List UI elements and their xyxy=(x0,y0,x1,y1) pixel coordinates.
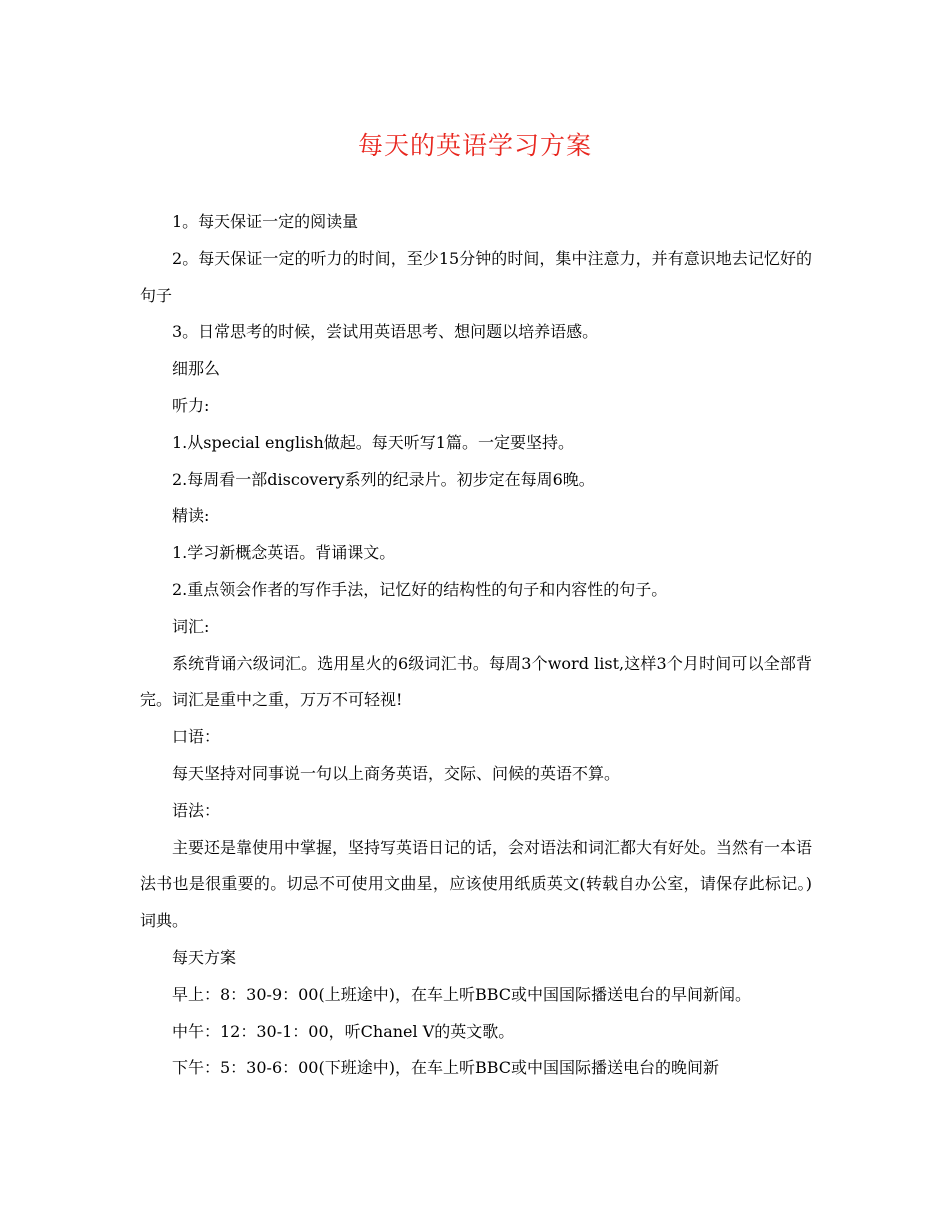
paragraph: 2.重点领会作者的写作手法，记忆好的结构性的句子和内容性的句子。 xyxy=(172,579,668,599)
paragraph: 3。日常思考的时候，尝试用英语思考、想问题以培养语感。 xyxy=(172,322,599,342)
section-heading: 词汇: xyxy=(172,616,210,636)
document-title: 每天的英语学习方案 xyxy=(357,131,592,160)
paragraph: 1.从special english做起。每天听写1篇。一定要坚持。 xyxy=(172,432,574,452)
section-heading: 口语： xyxy=(172,727,221,747)
section-heading: 精读: xyxy=(172,506,210,526)
paragraph: 1.学习新概念英语。背诵课文。 xyxy=(172,543,396,563)
paragraph: 早上：8：30-9：00(上班途中)，在车上听BBC或中国国际播送电台的早间新闻。 xyxy=(172,984,752,1004)
section-heading: 听力: xyxy=(172,395,210,415)
paragraph: 每天坚持对同事说一句以上商务英语，交际、问候的英语不算。 xyxy=(172,763,621,783)
section-heading: 语法： xyxy=(172,800,221,820)
document-body xyxy=(140,204,812,1087)
paragraph: 下午：5：30-6：00(下班途中)，在车上听BBC或中国国际播送电台的晚间新 xyxy=(172,1058,720,1078)
paragraph: 中午：12：30-1：00，听Chanel V的英文歌。 xyxy=(172,1021,515,1041)
paragraph: 1。每天保证一定的阅读量 xyxy=(172,212,359,231)
section-heading: 每天方案 xyxy=(172,947,237,967)
section-heading: 细那么 xyxy=(172,359,221,379)
paragraph: 2.每周看一部discovery系列的纪录片。初步定在每周6晚。 xyxy=(172,469,595,489)
paragraph: 系统背诵六级词汇。选用星火的6级词汇书。每周3个word list,这样3个月时间可以全部背完。词汇是重中之重，万万不可轻视! xyxy=(140,653,812,710)
paragraph: 2。每天保证一定的听力的时间，至少15分钟的时间，集中注意力，并有意识地去记忆好的句子 xyxy=(140,248,812,305)
paragraph: 主要还是靠使用中掌握，坚持写英语日记的话，会对语法和词汇都大有好处。当然有一本语法书也是很重要的。切忌不可使用文曲星，应该使用纸质英文(转载自办公室，请保存此标记。)词典。 xyxy=(140,837,813,931)
